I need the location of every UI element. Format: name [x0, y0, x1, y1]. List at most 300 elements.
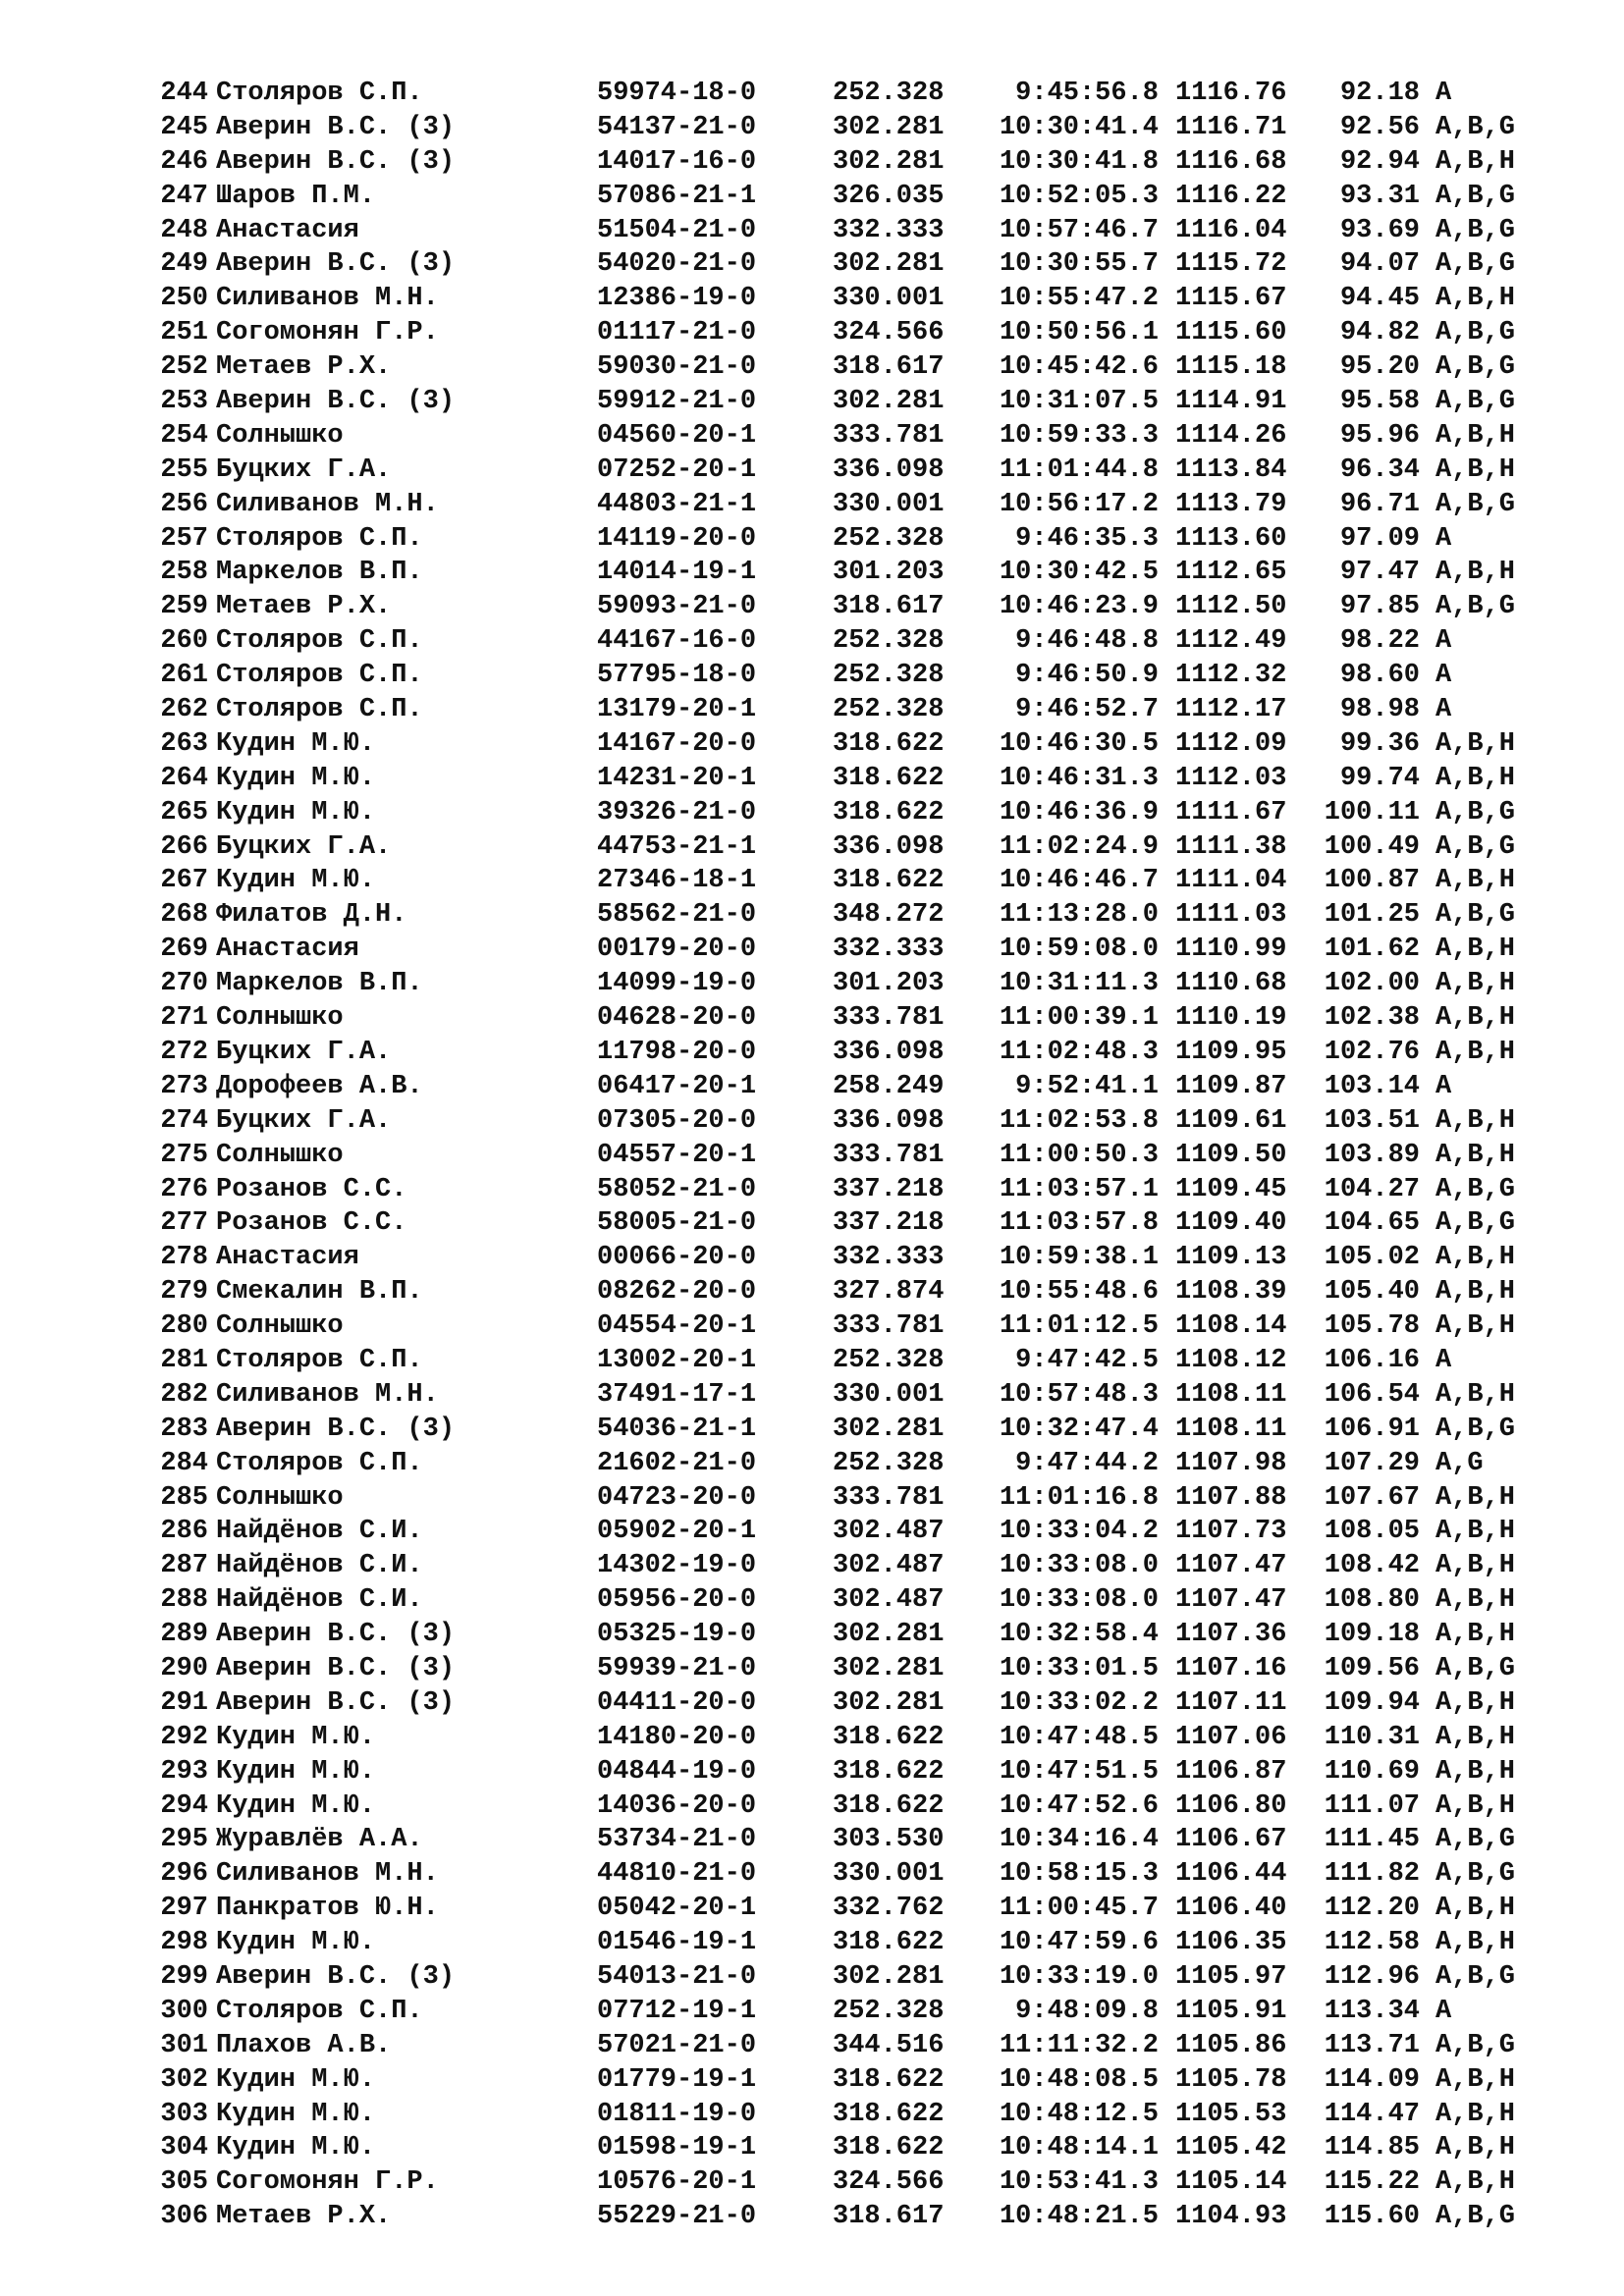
- row-coefficient: 98.22: [1339, 626, 1420, 657]
- row-speed: 1115.67: [1175, 284, 1287, 314]
- row-arrival-time: 10:33:02.2: [999, 1687, 1159, 1718]
- table-row: [143, 1515, 1538, 1549]
- row-owner-name: Аверин В.С. (3): [216, 249, 456, 280]
- row-ring-number: 14017-16-0: [597, 146, 757, 177]
- row-place: 291: [160, 1687, 208, 1718]
- row-category: A: [1435, 523, 1452, 554]
- row-place: 287: [160, 1551, 208, 1581]
- row-distance: 318.622: [833, 2133, 945, 2163]
- row-coefficient: 94.45: [1339, 284, 1420, 314]
- row-ring-number: 00179-20-0: [597, 934, 757, 965]
- row-category: A: [1435, 1996, 1452, 2026]
- row-owner-name: Столяров С.П.: [216, 523, 423, 554]
- row-ring-number: 01117-21-0: [597, 318, 757, 348]
- row-owner-name: Силиванов М.Н.: [216, 1379, 439, 1410]
- table-row: [143, 180, 1538, 214]
- row-speed: 1110.99: [1175, 934, 1287, 965]
- row-place: 274: [160, 1105, 208, 1136]
- row-category: A,B,H: [1435, 763, 1516, 793]
- row-distance: 337.218: [833, 1174, 945, 1204]
- row-distance: 344.516: [833, 2030, 945, 2060]
- row-owner-name: Розанов С.С.: [216, 1208, 407, 1239]
- row-speed: 1109.61: [1175, 1105, 1287, 1136]
- row-coefficient: 107.29: [1324, 1448, 1420, 1478]
- row-place: 273: [160, 1071, 208, 1101]
- row-arrival-time: 10:30:41.8: [999, 146, 1159, 177]
- row-distance: 330.001: [833, 489, 945, 519]
- row-category: A,B,G: [1435, 592, 1516, 622]
- row-coefficient: 108.05: [1324, 1517, 1420, 1547]
- row-ring-number: 01546-19-1: [597, 1928, 757, 1958]
- table-row: [143, 1960, 1538, 1995]
- row-speed: 1112.65: [1175, 558, 1287, 588]
- row-owner-name: Столяров С.П.: [216, 1996, 423, 2026]
- row-ring-number: 04557-20-1: [597, 1140, 757, 1170]
- row-speed: 1112.32: [1175, 661, 1287, 691]
- row-coefficient: 103.51: [1324, 1105, 1420, 1136]
- row-speed: 1106.35: [1175, 1928, 1287, 1958]
- row-arrival-time: 11:03:57.1: [999, 1174, 1159, 1204]
- row-ring-number: 04844-19-0: [597, 1756, 757, 1787]
- row-distance: 302.281: [833, 112, 945, 142]
- row-speed: 1112.03: [1175, 763, 1287, 793]
- table-row: [143, 454, 1538, 488]
- row-owner-name: Буцких Г.А.: [216, 1105, 392, 1136]
- row-ring-number: 44810-21-0: [597, 1859, 757, 1890]
- row-owner-name: Анастасия: [216, 934, 359, 965]
- row-speed: 1107.11: [1175, 1687, 1287, 1718]
- row-speed: 1116.76: [1175, 79, 1287, 108]
- row-speed: 1110.19: [1175, 1003, 1287, 1034]
- table-row: [143, 282, 1538, 316]
- row-place: 293: [160, 1756, 208, 1787]
- row-speed: 1106.87: [1175, 1756, 1287, 1787]
- row-coefficient: 93.31: [1339, 181, 1420, 211]
- row-owner-name: Аверин В.С. (3): [216, 146, 456, 177]
- table-row: [143, 2131, 1538, 2165]
- row-arrival-time: 10:46:30.5: [999, 728, 1159, 759]
- row-place: 245: [160, 112, 208, 142]
- row-coefficient: 111.82: [1324, 1859, 1420, 1890]
- table-row: [143, 522, 1538, 557]
- row-arrival-time: 10:48:14.1: [999, 2133, 1159, 2163]
- row-arrival-time: 10:57:46.7: [999, 215, 1159, 245]
- row-distance: 348.272: [833, 900, 945, 931]
- row-distance: 318.622: [833, 2099, 945, 2129]
- row-speed: 1108.14: [1175, 1311, 1287, 1342]
- row-place: 277: [160, 1208, 208, 1239]
- row-speed: 1107.73: [1175, 1517, 1287, 1547]
- row-place: 253: [160, 387, 208, 417]
- row-speed: 1107.98: [1175, 1448, 1287, 1478]
- row-owner-name: Кудин М.Ю.: [216, 866, 376, 896]
- table-row: [143, 1823, 1538, 1857]
- row-ring-number: 44167-16-0: [597, 626, 757, 657]
- row-owner-name: Столяров С.П.: [216, 661, 423, 691]
- row-speed: 1109.13: [1175, 1243, 1287, 1273]
- row-coefficient: 114.47: [1324, 2099, 1420, 2129]
- table-row: [143, 693, 1538, 727]
- table-row: [143, 1789, 1538, 1824]
- row-speed: 1116.71: [1175, 112, 1287, 142]
- table-row: [143, 385, 1538, 419]
- row-place: 257: [160, 523, 208, 554]
- row-owner-name: Кудин М.Ю.: [216, 728, 376, 759]
- row-ring-number: 14119-20-0: [597, 523, 757, 554]
- row-distance: 318.622: [833, 1790, 945, 1821]
- row-category: A,B,G: [1435, 1208, 1516, 1239]
- row-place: 258: [160, 558, 208, 588]
- row-owner-name: Буцких Г.А.: [216, 831, 392, 862]
- row-category: A,B,H: [1435, 1894, 1516, 1924]
- row-place: 280: [160, 1311, 208, 1342]
- row-place: 266: [160, 831, 208, 862]
- row-owner-name: Столяров С.П.: [216, 1345, 423, 1375]
- row-speed: 1107.36: [1175, 1620, 1287, 1650]
- row-ring-number: 04628-20-0: [597, 1003, 757, 1034]
- row-owner-name: Солнышко: [216, 420, 344, 451]
- row-speed: 1114.91: [1175, 387, 1287, 417]
- row-owner-name: Панкратов Ю.Н.: [216, 1894, 439, 1924]
- row-arrival-time: 11:11:32.2: [999, 2030, 1159, 2060]
- row-ring-number: 58052-21-0: [597, 1174, 757, 1204]
- row-ring-number: 14231-20-1: [597, 763, 757, 793]
- row-place: 248: [160, 215, 208, 245]
- table-row: [143, 1173, 1538, 1207]
- row-arrival-time: 11:02:48.3: [999, 1037, 1159, 1067]
- row-arrival-time: 10:33:19.0: [999, 1961, 1159, 1992]
- row-place: 282: [160, 1379, 208, 1410]
- row-speed: 1107.47: [1175, 1551, 1287, 1581]
- row-arrival-time: 9:48:09.8: [1015, 1996, 1159, 2026]
- row-arrival-time: 9:45:56.8: [1015, 79, 1159, 108]
- row-owner-name: Столяров С.П.: [216, 1448, 423, 1478]
- row-category: A,B,G: [1435, 318, 1516, 348]
- row-coefficient: 109.94: [1324, 1687, 1420, 1718]
- row-arrival-time: 9:47:44.2: [1015, 1448, 1159, 1478]
- table-row: [143, 762, 1538, 796]
- row-owner-name: Согомонян Г.Р.: [216, 318, 439, 348]
- row-owner-name: Солнышко: [216, 1482, 344, 1513]
- row-coefficient: 101.25: [1324, 900, 1420, 931]
- row-distance: 301.203: [833, 558, 945, 588]
- row-owner-name: Столяров С.П.: [216, 695, 423, 725]
- row-distance: 252.328: [833, 1448, 945, 1478]
- row-ring-number: 13002-20-1: [597, 1345, 757, 1375]
- row-ring-number: 58005-21-0: [597, 1208, 757, 1239]
- row-coefficient: 92.18: [1339, 79, 1420, 108]
- table-row: [143, 247, 1538, 282]
- row-ring-number: 07252-20-1: [597, 454, 757, 485]
- table-row: [143, 1104, 1538, 1139]
- row-place: 296: [160, 1859, 208, 1890]
- table-row: [143, 933, 1538, 967]
- row-coefficient: 105.78: [1324, 1311, 1420, 1342]
- row-distance: 333.781: [833, 1140, 945, 1170]
- row-ring-number: 39326-21-0: [597, 797, 757, 828]
- row-arrival-time: 10:31:11.3: [999, 969, 1159, 999]
- table-row: [143, 1892, 1538, 1926]
- table-row: [143, 145, 1538, 180]
- row-coefficient: 102.38: [1324, 1003, 1420, 1034]
- table-row: [143, 1206, 1538, 1241]
- row-place: 276: [160, 1174, 208, 1204]
- row-owner-name: Журавлёв А.А.: [216, 1825, 423, 1855]
- row-ring-number: 05902-20-1: [597, 1517, 757, 1547]
- row-category: A: [1435, 661, 1452, 691]
- row-ring-number: 10576-20-1: [597, 2167, 757, 2198]
- row-coefficient: 100.87: [1324, 866, 1420, 896]
- row-place: 297: [160, 1894, 208, 1924]
- row-arrival-time: 9:46:48.8: [1015, 626, 1159, 657]
- row-owner-name: Найдёнов С.И.: [216, 1517, 423, 1547]
- row-place: 255: [160, 454, 208, 485]
- row-ring-number: 04554-20-1: [597, 1311, 757, 1342]
- table-row: [143, 1309, 1538, 1344]
- row-distance: 318.622: [833, 1722, 945, 1752]
- row-coefficient: 99.36: [1339, 728, 1420, 759]
- row-place: 284: [160, 1448, 208, 1478]
- table-row: [143, 1995, 1538, 2029]
- table-row: [143, 967, 1538, 1001]
- row-distance: 302.281: [833, 1687, 945, 1718]
- row-category: A,B,G: [1435, 1174, 1516, 1204]
- row-place: 300: [160, 1996, 208, 2026]
- row-category: A,B,H: [1435, 1756, 1516, 1787]
- row-place: 264: [160, 763, 208, 793]
- row-coefficient: 96.34: [1339, 454, 1420, 485]
- row-place: 304: [160, 2133, 208, 2163]
- row-coefficient: 107.67: [1324, 1482, 1420, 1513]
- row-ring-number: 51504-21-0: [597, 215, 757, 245]
- row-owner-name: Метаев Р.Х.: [216, 592, 392, 622]
- row-distance: 318.622: [833, 1928, 945, 1958]
- row-speed: 1105.91: [1175, 1996, 1287, 2026]
- row-owner-name: Солнышко: [216, 1311, 344, 1342]
- row-arrival-time: 9:46:52.7: [1015, 695, 1159, 725]
- row-owner-name: Силиванов М.Н.: [216, 1859, 439, 1890]
- row-category: A,B,H: [1435, 1003, 1516, 1034]
- row-owner-name: Силиванов М.Н.: [216, 284, 439, 314]
- row-distance: 302.281: [833, 1653, 945, 1683]
- row-ring-number: 13179-20-1: [597, 695, 757, 725]
- row-owner-name: Анастасия: [216, 1243, 359, 1273]
- row-speed: 1115.60: [1175, 318, 1287, 348]
- row-category: A,B,H: [1435, 1928, 1516, 1958]
- row-place: 288: [160, 1585, 208, 1616]
- row-place: 283: [160, 1414, 208, 1444]
- row-coefficient: 114.85: [1324, 2133, 1420, 2163]
- row-distance: 252.328: [833, 79, 945, 108]
- row-arrival-time: 10:46:46.7: [999, 866, 1159, 896]
- table-row: [143, 1413, 1538, 1447]
- row-place: 299: [160, 1961, 208, 1992]
- row-speed: 1108.12: [1175, 1345, 1287, 1375]
- row-distance: 252.328: [833, 1996, 945, 2026]
- row-category: A,B,G: [1435, 1653, 1516, 1683]
- row-distance: 318.622: [833, 797, 945, 828]
- row-owner-name: Аверин В.С. (3): [216, 112, 456, 142]
- row-place: 272: [160, 1037, 208, 1067]
- row-speed: 1111.03: [1175, 900, 1287, 931]
- row-owner-name: Маркелов В.П.: [216, 558, 423, 588]
- row-coefficient: 95.96: [1339, 420, 1420, 451]
- row-place: 267: [160, 866, 208, 896]
- row-category: A,B,H: [1435, 1790, 1516, 1821]
- row-category: A,B,H: [1435, 558, 1516, 588]
- row-place: 279: [160, 1277, 208, 1308]
- row-category: A,G: [1435, 1448, 1484, 1478]
- row-coefficient: 97.09: [1339, 523, 1420, 554]
- row-speed: 1108.11: [1175, 1414, 1287, 1444]
- row-owner-name: Силиванов М.Н.: [216, 489, 439, 519]
- row-coefficient: 108.42: [1324, 1551, 1420, 1581]
- table-row: [143, 350, 1538, 385]
- row-place: 302: [160, 2064, 208, 2095]
- row-speed: 1116.68: [1175, 146, 1287, 177]
- row-speed: 1110.68: [1175, 969, 1287, 999]
- row-ring-number: 54020-21-0: [597, 249, 757, 280]
- row-ring-number: 54013-21-0: [597, 1961, 757, 1992]
- row-category: A,B,H: [1435, 1277, 1516, 1308]
- row-category: A,B,H: [1435, 1722, 1516, 1752]
- row-distance: 252.328: [833, 695, 945, 725]
- row-distance: 252.328: [833, 661, 945, 691]
- row-owner-name: Кудин М.Ю.: [216, 2064, 376, 2095]
- row-distance: 332.333: [833, 934, 945, 965]
- row-owner-name: Кудин М.Ю.: [216, 1722, 376, 1752]
- row-ring-number: 14036-20-0: [597, 1790, 757, 1821]
- row-place: 262: [160, 695, 208, 725]
- row-place: 278: [160, 1243, 208, 1273]
- row-category: A,B,H: [1435, 1311, 1516, 1342]
- row-place: 292: [160, 1722, 208, 1752]
- row-coefficient: 109.56: [1324, 1653, 1420, 1683]
- row-arrival-time: 10:33:01.5: [999, 1653, 1159, 1683]
- row-category: A,B,G: [1435, 112, 1516, 142]
- row-arrival-time: 11:03:57.8: [999, 1208, 1159, 1239]
- row-place: 286: [160, 1517, 208, 1547]
- table-row: [143, 659, 1538, 693]
- row-arrival-time: 10:33:08.0: [999, 1551, 1159, 1581]
- row-coefficient: 94.07: [1339, 249, 1420, 280]
- row-coefficient: 106.91: [1324, 1414, 1420, 1444]
- row-arrival-time: 9:47:42.5: [1015, 1345, 1159, 1375]
- row-coefficient: 103.14: [1324, 1071, 1420, 1101]
- row-category: A,B,H: [1435, 1517, 1516, 1547]
- row-owner-name: Буцких Г.А.: [216, 1037, 392, 1067]
- row-place: 263: [160, 728, 208, 759]
- row-category: A,B,H: [1435, 728, 1516, 759]
- row-owner-name: Кудин М.Ю.: [216, 763, 376, 793]
- row-arrival-time: 9:46:35.3: [1015, 523, 1159, 554]
- row-arrival-time: 10:59:33.3: [999, 420, 1159, 451]
- row-arrival-time: 10:56:17.2: [999, 489, 1159, 519]
- row-ring-number: 06417-20-1: [597, 1071, 757, 1101]
- table-row: [143, 1447, 1538, 1481]
- row-distance: 330.001: [833, 284, 945, 314]
- row-ring-number: 04411-20-0: [597, 1687, 757, 1718]
- row-owner-name: Аверин В.С. (3): [216, 1961, 456, 1992]
- row-distance: 327.874: [833, 1277, 945, 1308]
- row-category: A,B,H: [1435, 2064, 1516, 2095]
- row-ring-number: 14302-19-0: [597, 1551, 757, 1581]
- row-owner-name: Аверин В.С. (3): [216, 1414, 456, 1444]
- row-ring-number: 01779-19-1: [597, 2064, 757, 2095]
- row-arrival-time: 10:48:21.5: [999, 2202, 1159, 2232]
- table-row: [143, 864, 1538, 898]
- row-speed: 1106.44: [1175, 1859, 1287, 1890]
- row-owner-name: Солнышко: [216, 1003, 344, 1034]
- row-coefficient: 113.71: [1324, 2030, 1420, 2060]
- row-coefficient: 103.89: [1324, 1140, 1420, 1170]
- row-arrival-time: 10:48:12.5: [999, 2099, 1159, 2129]
- row-distance: 333.781: [833, 1003, 945, 1034]
- row-owner-name: Аверин В.С. (3): [216, 1653, 456, 1683]
- row-arrival-time: 11:00:50.3: [999, 1140, 1159, 1170]
- row-arrival-time: 10:33:08.0: [999, 1585, 1159, 1616]
- table-row: [143, 1139, 1538, 1173]
- row-category: A,B,G: [1435, 1825, 1516, 1855]
- row-ring-number: 14014-19-1: [597, 558, 757, 588]
- row-speed: 1105.42: [1175, 2133, 1287, 2163]
- row-place: 285: [160, 1482, 208, 1513]
- row-category: A,B,G: [1435, 249, 1516, 280]
- table-row: [143, 1001, 1538, 1036]
- row-coefficient: 113.34: [1324, 1996, 1420, 2026]
- row-coefficient: 111.45: [1324, 1825, 1420, 1855]
- row-speed: 1113.84: [1175, 454, 1287, 485]
- row-speed: 1115.72: [1175, 249, 1287, 280]
- row-arrival-time: 11:01:44.8: [999, 454, 1159, 485]
- table-row: [143, 830, 1538, 865]
- row-speed: 1105.86: [1175, 2030, 1287, 2060]
- table-row: [143, 727, 1538, 762]
- table-row: [143, 2063, 1538, 2098]
- row-arrival-time: 10:52:05.3: [999, 181, 1159, 211]
- row-arrival-time: 10:31:07.5: [999, 387, 1159, 417]
- row-ring-number: 05956-20-0: [597, 1585, 757, 1616]
- row-owner-name: Филатов Д.Н.: [216, 900, 407, 931]
- row-owner-name: Кудин М.Ю.: [216, 1928, 376, 1958]
- row-category: A,B,H: [1435, 284, 1516, 314]
- row-owner-name: Кудин М.Ю.: [216, 1790, 376, 1821]
- table-row: [143, 1755, 1538, 1789]
- row-speed: 1106.67: [1175, 1825, 1287, 1855]
- row-speed: 1107.88: [1175, 1482, 1287, 1513]
- row-ring-number: 44753-21-1: [597, 831, 757, 862]
- row-ring-number: 04560-20-1: [597, 420, 757, 451]
- row-place: 247: [160, 181, 208, 211]
- row-category: A,B,G: [1435, 1961, 1516, 1992]
- row-distance: 258.249: [833, 1071, 945, 1101]
- table-row: [143, 1618, 1538, 1652]
- row-coefficient: 115.22: [1324, 2167, 1420, 2198]
- row-coefficient: 102.76: [1324, 1037, 1420, 1067]
- table-row: [143, 1036, 1538, 1070]
- row-distance: 333.781: [833, 420, 945, 451]
- row-ring-number: 14167-20-0: [597, 728, 757, 759]
- row-category: A,B,G: [1435, 215, 1516, 245]
- table-row: [143, 316, 1538, 350]
- row-category: A,B,G: [1435, 831, 1516, 862]
- row-speed: 1111.67: [1175, 797, 1287, 828]
- row-owner-name: Согомонян Г.Р.: [216, 2167, 439, 2198]
- row-ring-number: 05325-19-0: [597, 1620, 757, 1650]
- row-arrival-time: 10:59:08.0: [999, 934, 1159, 965]
- row-speed: 1112.17: [1175, 695, 1287, 725]
- row-ring-number: 59912-21-0: [597, 387, 757, 417]
